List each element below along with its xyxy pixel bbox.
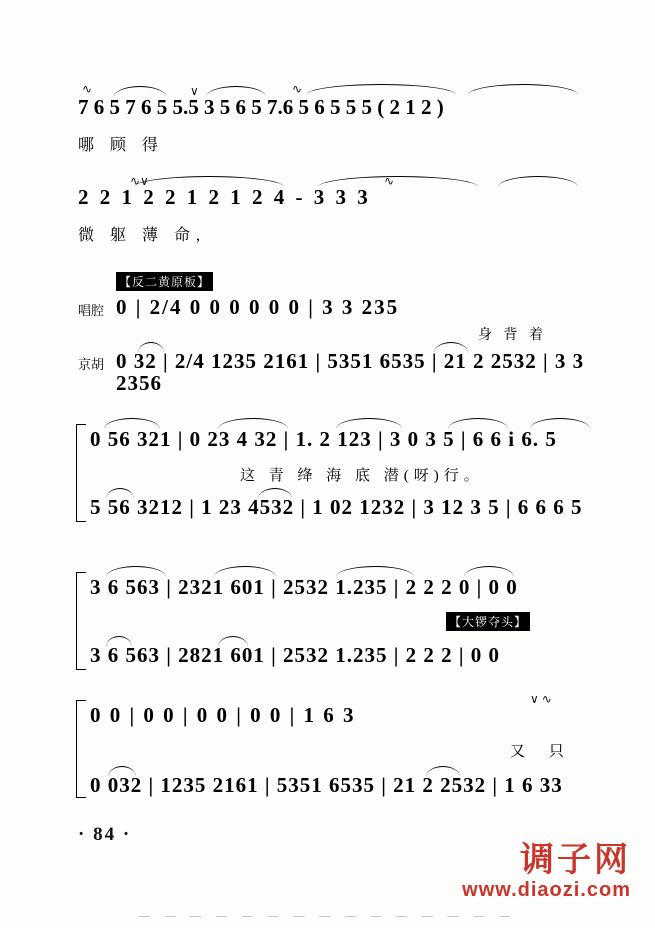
tempo-mark-daluoduotou: 【大锣夺头】	[446, 612, 530, 631]
watermark	[462, 842, 631, 902]
system-brace	[76, 572, 86, 670]
system-5-vocal-notes: 3 6 563 | 2321 601 | 2532 1.235 | 2 2 2 0 | 0 0	[90, 575, 518, 599]
system-4-vocal-notes: 0 56 321 | 0 23 4 32 | 1. 2 123 | 3 0 3 5 | 6 6 i 6. 5	[90, 427, 557, 451]
system-6-vocal-lyrics: 又 只	[510, 744, 574, 760]
system-brace	[76, 424, 86, 522]
slur	[106, 488, 134, 499]
ornament-mark: ∨ ∿	[530, 692, 552, 706]
slur	[138, 342, 164, 353]
system-1-notes: 7 6 5 7 6 5 5.5 3 5 6 5 7.6 5 6 5 5 5 ( 2 1 2 )	[78, 95, 444, 119]
page-number: · 84 ·	[78, 824, 132, 845]
system-5-jinghu-notes: 3 6 563 | 2821 601 | 2532 1.235 | 2 2 2 | 0 0	[90, 643, 500, 667]
watermark-title: 调子网	[520, 840, 631, 879]
system-6	[78, 692, 598, 810]
system-5	[78, 572, 598, 682]
ornament-mark: ∿	[82, 82, 93, 96]
part-label-jinghu: 京胡	[78, 357, 105, 372]
system-4-jinghu-notes: 5 56 3212 | 1 23 4532 | 1 02 1232 | 3 12 3 5 | 6 6 6 5	[90, 495, 583, 519]
system-4-vocal-lyrics: 这 青 绛 海 底 潜(呀)行。	[240, 468, 484, 484]
slur	[258, 488, 292, 499]
slur	[106, 636, 132, 647]
slur	[218, 636, 248, 647]
system-6-jinghu-notes: 0 032 | 1235 2161 | 5351 6535 | 21 2 2532 | 1 6 33	[90, 773, 563, 797]
watermark-url: www.diaozi.com	[462, 879, 631, 901]
system-2-lyrics: 微 躯 薄 命,	[78, 227, 207, 244]
slur	[434, 342, 468, 353]
system-1-lyrics: 哪 顾 得	[78, 137, 165, 154]
slur	[498, 176, 578, 187]
system-3-vocal-notes: 0 | 2/4 0 0 0 0 0 0 | 3 3 235	[116, 295, 400, 319]
slur	[468, 84, 578, 95]
ornament-mark: ∿	[384, 174, 395, 188]
system-6-vocal-notes: 0 0 | 0 0 | 0 0 | 0 0 | 1 6 3	[90, 703, 356, 727]
ornament-mark: ∿∨	[130, 174, 149, 188]
tempo-mark-fanerhuang: 【反二黄原板】	[116, 272, 213, 291]
system-2-notes: 2 2 1 2 2 1 2 1 2 4 - 3 3 3	[78, 185, 371, 209]
ornament-mark: ∨	[190, 84, 199, 98]
bottom-dash-rule: — — — — — — — — — — — — — — —	[138, 910, 517, 922]
slur	[426, 766, 460, 777]
ornament-mark: ∿	[292, 82, 303, 96]
slur	[108, 766, 136, 777]
slur	[306, 84, 456, 95]
system-4	[78, 424, 598, 534]
system-1	[78, 82, 578, 156]
system-3-jinghu-notes: 0 32 | 2/4 1235 2161 | 5351 6535 | 21 2 2532 | 3 3 2356	[116, 349, 585, 396]
system-brace	[76, 700, 86, 798]
system-3-vocal-lyrics: 身 背 着	[478, 328, 547, 343]
part-label-vocal: 唱腔	[78, 303, 105, 318]
system-2	[78, 176, 578, 246]
system-3	[78, 272, 598, 396]
